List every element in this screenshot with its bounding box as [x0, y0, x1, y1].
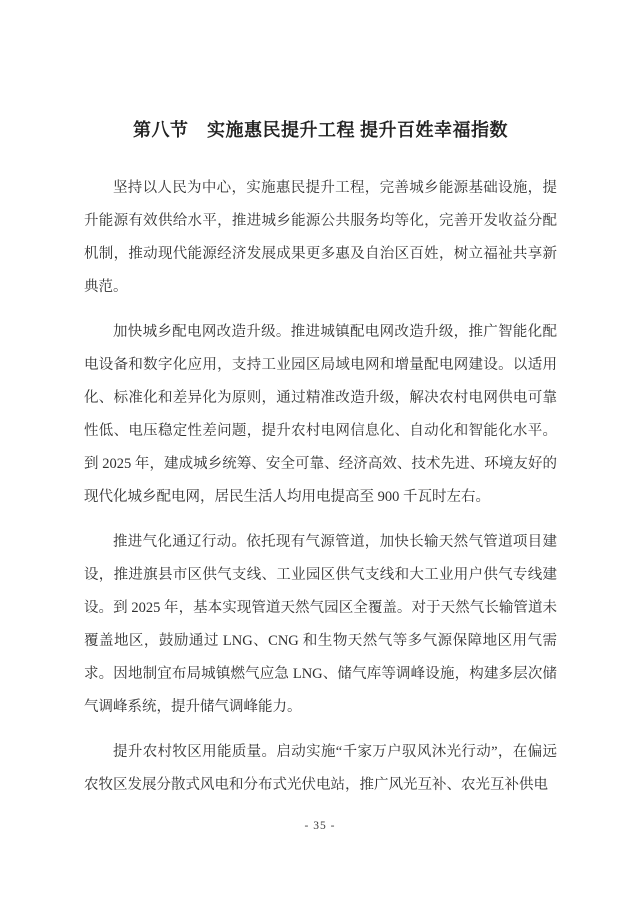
- paragraph-rural-energy: 提升农村牧区用能质量。启动实施“千家万户驭风沐光行动”，在偏远农牧区发展分散式风电和分布式光伏电站，推广风光互补、农光互补供电: [84, 744, 557, 793]
- paragraph-intro: 坚持以人民为中心，实施惠民提升工程，完善城乡能源基础设施，提升能源有效供给水平，推进城乡能源公共服务均等化，完善开发收益分配机制，推动现代能源经济发展成果更多惠及自治区百姓，树立福祉共享新典范。: [84, 180, 557, 295]
- section-title: 第八节 实施惠民提升工程 提升百姓幸福指数: [133, 120, 508, 140]
- page-number: - 35 -: [304, 820, 336, 832]
- paragraph-grid-upgrade: 加快城乡配电网改造升级。推进城镇配电网改造升级，推广智能化配电设备和数字化应用，支持工业园区局域电网和增量配电网建设。以适用化、标准化和差异化为原则，通过精准改造升级，解决农村电网供电可靠性低、电压稳定性差问题，提升农村电网信息化、自动化和智能化水平。到 2025 年，建成城乡统筹、安全可靠、经济高效、技术先进、环境友好的现代化城乡配电网，居民生活人均用电提高至 900 千瓦时左右。: [84, 324, 557, 505]
- paragraph-gasification: 推进气化通辽行动。依托现有气源管道，加快长输天然气管道项目建设，推进旗县市区供气支线、工业园区供气支线和大工业用户供气专线建设。到 2025 年，基本实现管道天然气园区全覆盖。对于天然气长输管道未覆盖地区，鼓励通过 LNG、CNG 和生物天然气等多气源保障地区用气需求。因地制宜布局城镇燃气应急 LNG、储气库等调峰设施，构建多层次储气调峰系统，提升储气调峰能力。: [84, 534, 557, 715]
